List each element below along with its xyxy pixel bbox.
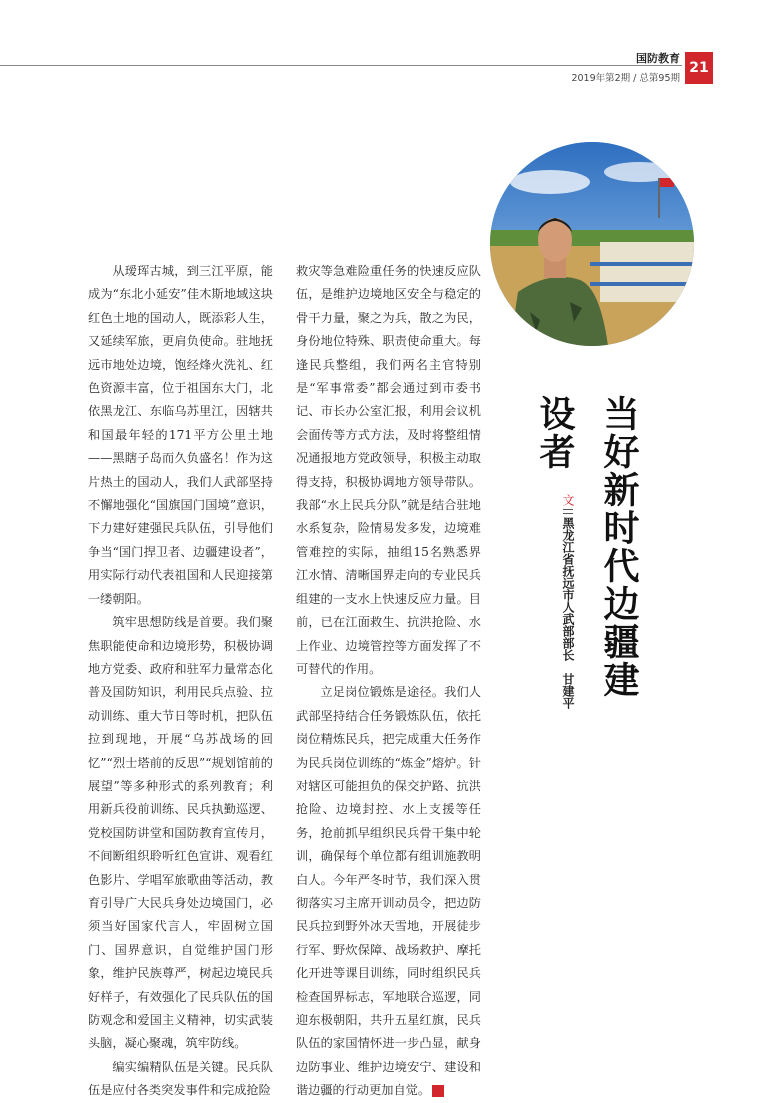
paragraph: 编实编精队伍是关键。民兵队伍是应付各类突发事件和完成抢险 [88,1059,273,1098]
byline [556,494,580,724]
article-column-1 [88,260,273,1103]
end-mark-icon: G [432,1085,444,1097]
header-rule [0,65,682,66]
paragraph: 筑牢思想防线是首要。我们聚焦职能使命和边境形势，积极协调地方党委、政府和驻军力量常态化普及国防知识，利用民兵点验、拉动训练、重大节日等时机，把队伍拉到现地，开展“乌苏战场的回忆”“烈士塔前的反思”“规划馆前的展望”等多种形式的系列教育；利用新兵役前训练、民兵执勤巡逻、党校国防讲堂和国防教育宣传月，不间断组织聆听红色宣讲、观看红色影片、学唱军旅歌曲等活动，教育引导广大民兵身处边境国门，必须当好国家代言人，牢固树立国门、国界意识，自觉维护国门形象，维护民族尊严，树起边境民兵好样子，有效强化了民兵队伍的国防观念和爱国主义精神，切实武装头脑，凝心聚魂，筑牢防线。 [88,615,273,1051]
paragraph: 从瑷珲古城，到三江平原，能成为“东北小延安”佳木斯地域这块红色土地的国动人，既添彩人生，又延续军旅，更肩负使命。驻地抚远市地处边境，饱经烽火洗礼、红色资源丰富，位于祖国东大门，北依黑龙江、东临乌苏里江，因辖共和国最年轻的171平方公里土地——黑瞎子岛而久负盛名！作为这片热土的国动人，我们人武部坚持不懈地强化“国旗国门国境”意识，下力建好建强民兵队伍，引导他们争当“国门捍卫者、边疆建设者”，用实际行动代表祖国和人民迎接第一缕朝阳。 [88,264,273,606]
paragraph [296,681,481,1102]
paragraph: 救灾等急难险重任务的快速反应队伍，是维护边境地区安全与稳定的骨干力量，聚之为兵，散之为民，身份地位特殊、职责使命重大。每逢民兵整组，我们两名主官特别是“军事常委”都会通过到市委书记、市长办公室汇报，利用会议机会面传等方式方法，及时将整组情况通报地方党政领导，积极主动取得支持，积极协调地方领导带队。我部“水上民兵分队”就是结合驻地水系复杂，险情易发多发，边境难管难控的实际，抽组15名熟悉界江水情、清晰国界走向的专业民兵组建的一支水上快速反应力量。目前，已在江面救生、抗洪抢险、水上作业、边境管控等方面发挥了不可替代的作用。 [296,264,481,676]
page-number: 21 [685,52,713,84]
byline-author: 黑龙江省抚远市人武部部长 甘建平 [561,517,575,709]
portrait-photo [490,142,694,346]
article-title: 当好新时代边疆建设者 [534,395,639,699]
byline-divider [563,509,573,514]
magazine-name: 国防教育 [636,52,680,65]
article-column-2 [296,260,481,1103]
issue-info: 2019年第2期 / 总第95期 [571,73,680,84]
paragraph-text: 立足岗位锻炼是途径。我们人武部坚持结合任务锻炼队伍，依托岗位精炼民兵，把完成重大任务作为民兵岗位训练的“炼金”熔炉。针对辖区可能担负的保交护路、抗洪抢险、边境封控、水上支援等任务，抢前抓早组织民兵骨干集中轮训，确保每个单位都有组训施教明白人。今年严冬时节，我们深入贯彻落实习主席开训动员令，把边防民兵拉到野外冰天雪地，开展徒步行军、野炊保障、战场救护、摩托化开进等课目训练，同时组织民兵检查国界标志，军地联合巡逻，同迎东极朝阳，共升五星红旗，民兵队伍的家国情怀进一步凸显，献身边防事业、维护边境安宁、建设和谐边疆的行动更加自觉。 [296,685,481,1098]
portrait-illustration [490,142,694,346]
byline-prefix: 文 [561,494,575,506]
